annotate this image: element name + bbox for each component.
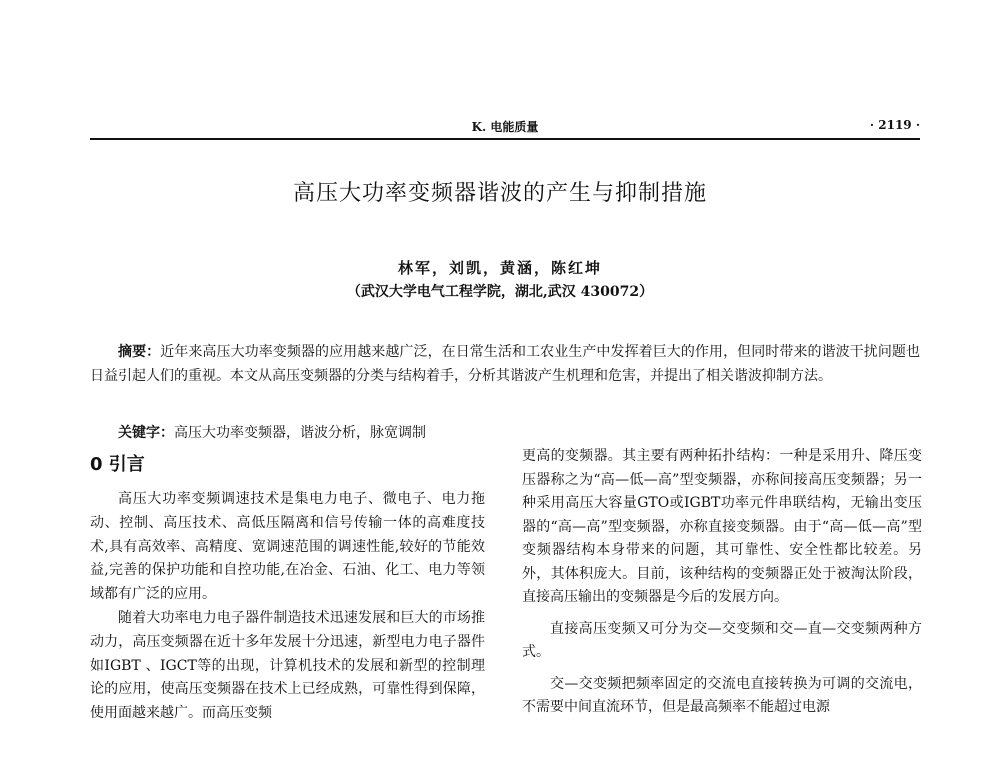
authors: 林军，刘凯，黄涵，陈红坤	[397, 259, 602, 277]
paragraph-gap	[522, 610, 922, 618]
keywords	[118, 421, 918, 445]
abstract	[90, 340, 920, 388]
header-section-title: K. 电能质量	[471, 120, 539, 134]
page-number: · 2119 ·	[869, 118, 920, 132]
abstract-label: 摘要：	[118, 344, 161, 360]
right-column	[522, 445, 922, 720]
running-header	[90, 118, 920, 140]
paragraph: 更高的变频器。其主要有两种拓扑结构：一种是采用升、降压变压器称之为“高—低—高”型变频器，亦称间接高压变频器；另一种采用高压大容量GTO或IGBT功率元件串联结构，无输出变压器的“高—高”型变频器，亦称直接变频器。由于“高—低—高”型变频器结构本身带来的问题，其可靠性、安全性都比较差。另外，其体积庞大。目前，该种结构的变频器正处于被淘汰阶段，直接高压输出的变频器是今后的发展方向。	[522, 448, 922, 605]
section-heading-introduction: 0 引言	[90, 454, 145, 475]
paragraph: 交—交变频把频率固定的交流电直接转换为可调的交流电，不需要中间直流环节，但是最高频率不能超过电源	[522, 675, 922, 715]
paragraph: 高压大功率变频调速技术是集电力电子、微电子、电力拖动、控制、高压技术、高低压隔离和信号传输一体的高难度技术,具有高效率、高精度、宽调速范围的调速性能,较好的节能效益,完善的保护功能和自控功能,在冶金、石油、化工、电力等领域都有广泛的应用。	[90, 491, 485, 603]
keywords-label: 关键字：	[118, 425, 174, 441]
keywords-text: 高压大功率变频器，谐波分析，脉宽调制	[174, 425, 426, 441]
affiliation: （武汉大学电气工程学院，湖北,武汉 430072）	[346, 284, 654, 300]
paragraph: 随着大功率电力电子器件制造技术迅速发展和巨大的市场推动力，高压变频器在近十多年发展十分迅速，新型电力电子器件如IGBT 、IGCT等的出现，计算机技术的发展和新型的控制理论的应用，使高压变频器在技术上已经成熟，可靠性得到保障，使用面越来越广。而高压变频	[90, 609, 485, 722]
paragraph: 直接高压变频又可分为交—交变频和交—直—交变频两种方式。	[522, 620, 922, 660]
paper-title: 高压大功率变频器谐波的产生与抑制措施	[292, 181, 707, 206]
abstract-text: 近年来高压大功率变频器的应用越来越广泛，在日常生活和工农业生产中发挥着巨大的作用，但同时带来的谐波干扰问题也日益引起人们的重视。本文从高压变频器的分类与结构着手，分析其谐波产生机理和危害，并提出了相关谐波抑制方法。	[90, 344, 921, 384]
left-column	[90, 452, 485, 726]
paragraph-gap	[522, 665, 922, 673]
